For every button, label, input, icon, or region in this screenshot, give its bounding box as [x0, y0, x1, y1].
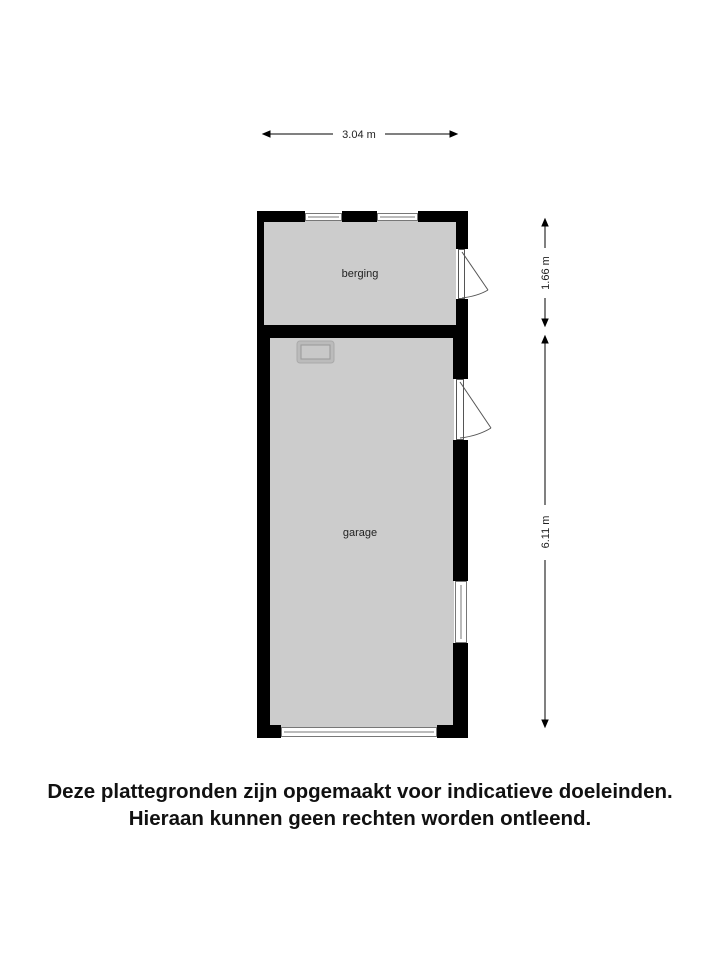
disclaimer-line-1: Deze plattegronden zijn opgemaakt voor indicatieve doeleinden.	[47, 780, 673, 803]
room-label-garage: garage	[342, 527, 378, 539]
dimension-width-label: 3.04 m	[342, 129, 376, 141]
sink-icon	[297, 341, 334, 363]
door-berging	[459, 250, 489, 299]
disclaimer-line-2: Hieraan kunnen geen rechten worden ontleend.	[128, 807, 592, 830]
dimension-berging-label: 1.66 m	[540, 256, 552, 290]
dimension-garage-label: 6.11 m	[540, 515, 552, 549]
room-label-berging: berging	[341, 268, 379, 280]
door-garage	[457, 380, 492, 440]
disclaimer	[0, 778, 720, 832]
